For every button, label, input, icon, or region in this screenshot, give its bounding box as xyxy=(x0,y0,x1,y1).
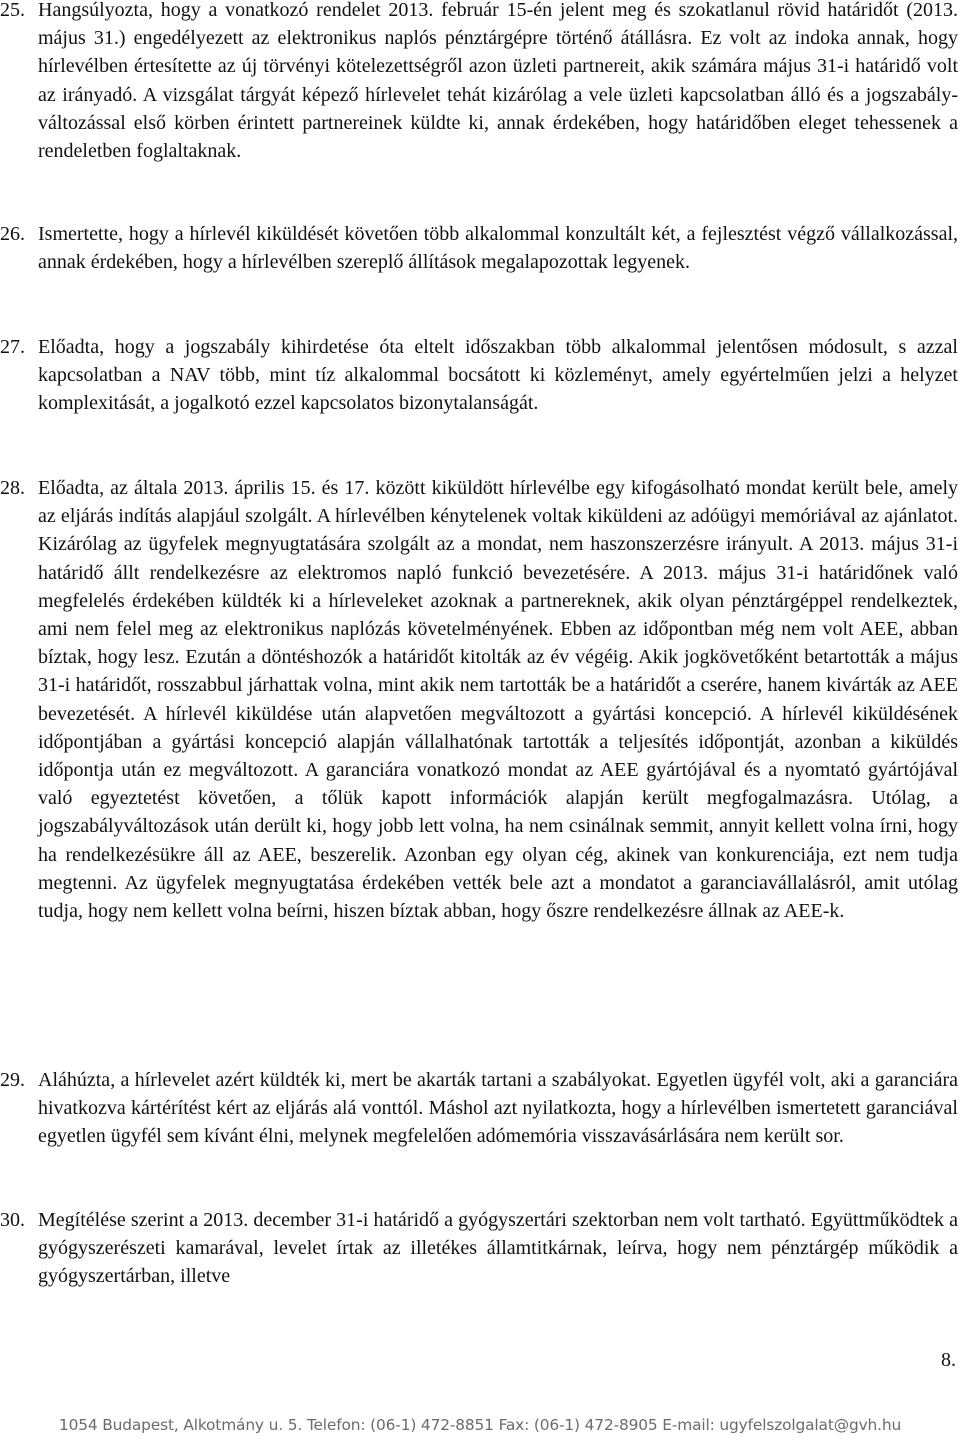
page-footer: 1054 Budapest, Alkotmány u. 5. Telefon: (06-1) 472-8851 Fax: (06-1) 472-8905 E-mail: ugyfelszolgalat@gvh.hu xyxy=(58,1416,902,1434)
paragraph-text: Előadta, hogy a jogszabály kihirdetése óta eltelt időszakban több alkalommal jelentősen módosult, s azzal kapcsolatban a NAV több, mint tíz alkalommal bocsátott ki közleményt, amely egyértelműen jelzi a helyzet komplexitását, a jogalkotó ezzel kapcsolatos bizonytalanságát. xyxy=(38,336,958,415)
paragraph-number: 27. xyxy=(0,336,25,358)
paragraph-text: Hangsúlyozta, hogy a vonatkozó rendelet 2013. február 15-én jelent meg és szokatlanul rövid határidőt (2013. május 31.) engedélyezett az elektronikus naplós pénztárgépre történő átállásra. Ez volt az indoka annak, hogy hírlevélben értesítette az új törvényi kötelezettségről azon üzleti partnereit, akik számára május 31-i határidő volt az irányadó. A vizsgálat tárgyát képező hírlevelet tehát kizárólag a vele üzleti kapcsolatban álló és a jogszabály-változással első körben érintett partnereinek küldte ki, annak érdekében, hogy határidőben eleget tehessenek a rendeletben foglaltaknak. xyxy=(38,0,958,163)
paragraph-text: Ismertette, hogy a hírlevél kiküldését követően több alkalommal konzultált két, a fejlesztést végző vállalkozással, annak érdekében, hogy a hírlevélben szereplő állítások megalapozottak legyenek. xyxy=(38,223,958,274)
paragraph-26 xyxy=(0,220,960,276)
paragraph-27 xyxy=(0,333,960,418)
paragraph-29 xyxy=(0,1066,960,1151)
paragraph-25 xyxy=(0,0,960,165)
paragraph-number: 29. xyxy=(0,1069,25,1091)
page-number: 8. xyxy=(941,1349,956,1371)
paragraph-30 xyxy=(0,1206,960,1291)
paragraph-number: 26. xyxy=(0,223,25,245)
paragraph-number: 30. xyxy=(0,1209,25,1231)
paragraph-text: Megítélése szerint a 2013. december 31-i határidő a gyógyszertári szektorban nem volt tartható. Együttműködtek a gyógyszerészeti kamarával, levelet írtak az illetékes államtitkárnak, leírva, hogy nem pénztárgép működik a gyógyszertárban, illetve xyxy=(38,1209,958,1288)
paragraph-number: 28. xyxy=(0,477,25,499)
paragraph-text: Aláhúzta, a hírlevelet azért küldték ki, mert be akarták tartani a szabályokat. Egyetlen ügyfél volt, aki a garanciára hivatkozva kártérítést kért az eljárás alá vonttól. Máshol azt nyilatkozta, hogy a hírlevélben ismertetett garanciával egyetlen ügyfél sem kívánt élni, melynek megfelelően adómemória visszavásárlására nem került sor. xyxy=(38,1069,958,1148)
paragraph-text: Előadta, az általa 2013. április 15. és 17. között kiküldött hírlevélbe egy kifogásolható mondat került bele, amely az eljárás indítás alapjául szolgált. A hírlevélben kénytelenek voltak kiküldeni az adóügyi memóriával az ajánlatot. Kizárólag az ügyfelek megnyugtatására szolgált az a mondat, nem haszonszerzésre irányult. A 2013. május 31-i határidő állt rendelkezésre az elektromos napló funkció bevezetésére. A 2013. május 31-i határidőnek való megfelelés érdekében küldték ki a hírleveleket azoknak a partnereknek, akik olyan pénztárgéppel rendelkeztek, ami nem felel meg az elektronikus naplózás követelményének. Ebben az időpontban még nem volt AEE, abban bíztak, hogy lesz. Ezután a döntéshozók a határidőt kitolták az év végéig. Akik jogkövetőként betartották a május 31-i határidőt, rosszabbul járhattak volna, mint akik nem tartották be a határidőt a cserére, hanem kivárták az AEE bevezetését. A hírlevél kiküldése után alapvetően megváltozott a gyártási koncepció. A hírlevél kiküldésének időpontjában a gyártási koncepció alapján vállalhatónak tartották a teljesítés időpontját, azonban a kiküldés időpontja után ez megváltozott. A garanciára vonatkozó mondat az AEE gyártójával és a nyomtató gyártójával való egyeztetést követően, a tőlük kapott információk alapján került megfogalmazásra. Utólag, a jogszabályváltozások után derült ki, hogy jobb lett volna, ha nem csinálnak semmit, annyit kellett volna írni, hogy ha rendelkezésükre áll az AEE, beszerelik. Azonban egy olyan cég, akinek van konkurenciája, ezt nem tudja megtenni. Az ügyfelek megnyugtatása érdekében vették bele azt a mondatot a garanciavállalásról, amit utólag tudja, hogy nem kellett volna beírni, hiszen bíztak abban, hogy őszre rendelkezésre állnak az AEE-k. xyxy=(38,477,958,923)
paragraph-number: 25. xyxy=(0,0,25,21)
paragraph-28 xyxy=(0,474,960,925)
